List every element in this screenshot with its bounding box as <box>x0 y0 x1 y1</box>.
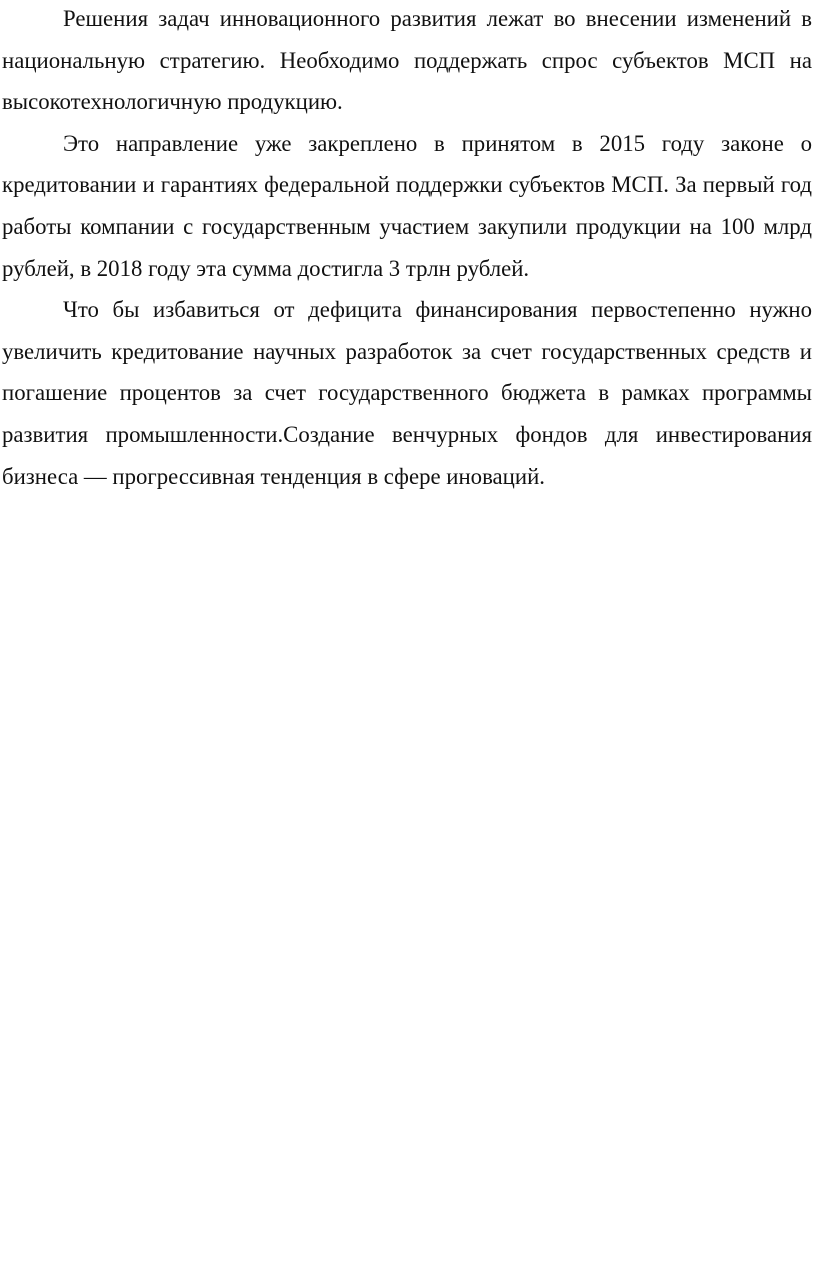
document-body <box>2 0 812 497</box>
paragraph-funding-deficit: Что бы избавиться от дефицита финансирования первостепенно нужно увеличить кредитование научных разработок за счет государственных средств и погашение процентов за счет государственного бюджета в рамках программы развития промышленности.Создание венчурных фондов для инвестирования бизнеса — прогрессивная тенденция в сфере иноваций. <box>2 297 812 489</box>
paragraph-sme-support-law: Это направление уже закреплено в принятом в 2015 году законе о кредитовании и гарантиях федеральной поддержки субъектов МСП. За первый год работы компании с государственным участием закупили продукции на 100 млрд рублей, в 2018 году эта сумма достигла 3 трлн рублей. <box>2 130 812 281</box>
paragraph-innovation-strategy: Решения задач инновационного развития лежат во внесении изменений в национальную стратегию. Необходимо поддержать спрос субъектов МСП на высокотехнологичную продукцию. <box>2 6 812 115</box>
